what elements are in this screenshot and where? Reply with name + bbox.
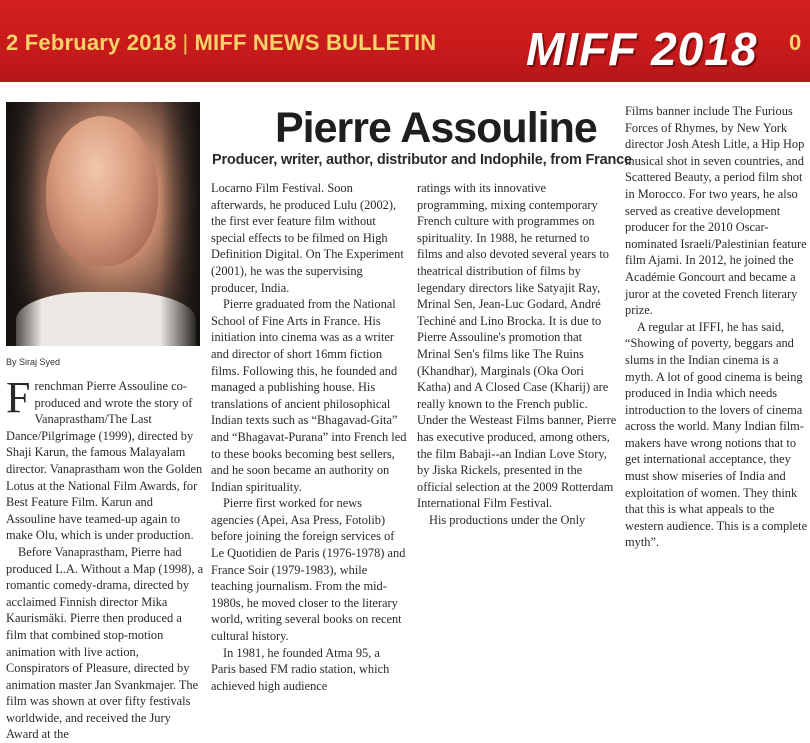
paragraph: ratings with its innovative programming, mixing contemporary French culture with programmes on spirituality. In 1988, he returned to films and also devoted several years to theatrical distribution of films by legendary directors like Satyajit Ray, Mrinal Sen, Jean-Luc Godard, André Techiné and Lino Brocka. It is due to Pierre Assouline's promotion that Mrinal Sen's films like The Ruins (Khandhar), Marginals (Oka Oori Katha) and A Closed Case (Kharij) are really known to the French public. Under the Westeast Films banner, Pierre has executive produced, among others, the film Babaji--an Indian Love Story, by Jiska Rickels, presented in the official selection at the 2009 Rotterdam International Film Festival. [417, 181, 617, 511]
paragraph: Before Vanaprastham, Pierre had produced L.A. Without a Map (1998), a romantic comedy-drama, directed by acclaimed Finnish director Mika Kaurismäki. Pierre then produced a film that combined stop-motion animation with live action, Conspirators of Pleasure, directed by animation master Jan Svankmajer. The film was shown at over fifty festivals worldwide, and received the Jury Award at the [6, 544, 204, 742]
paragraph: In 1981, he founded Atma 95, a Paris based FM radio station, which achieved high audience [211, 645, 390, 693]
paragraph: A regular at IFFI, he has said, “Showing of poverty, beggars and slums in the Indian cinema is a myth. A lot of good cinema is being produced in India which needs introduction to the lovers of cinema across the world. Many Indian film-makers have wrong notions that to get international acceptance, they must show miseries of India and exploitation of women. They think that this is what appeals to the western audience. This is a complete myth”. [625, 319, 808, 550]
paragraph [6, 373, 204, 544]
miff-logo: MIFF 2018 [526, 23, 758, 75]
paragraph: Locarno Film Festival. Soon afterwards, he produced Lulu (2002), the first ever feature film without special effects to be filmed on High Definition Digital. On The Experiment (2001), he was the supervising producer, India. [211, 181, 404, 295]
article-subtitle: Producer, writer, author, distributor and Indophile, from France [212, 152, 632, 168]
header-banner [0, 0, 810, 82]
portrait-shadow-right [160, 102, 200, 346]
drop-cap: F [6, 373, 31, 422]
paragraph-text: renchman Pierre Assouline co-produced and wrote the story of Vanaprastham/The Last Dance/Pilgrimage (1999), directed by Shaji Karun, the famous Malayalam director. Vanaprastham won the Golden Lotus at the National Film Awards, for Best Feature Film. Karun and Assouline have teamed-up again to make Olu, which is under production. [6, 379, 203, 543]
bulletin-name: MIFF NEWS BULLETIN [194, 30, 437, 55]
portrait-head [46, 116, 158, 266]
paragraph: His productions under the Only [429, 512, 586, 527]
issue-date: 2 February 2018 [6, 30, 177, 55]
header-date-line: 2 February 2018 | MIFF NEWS BULLETIN [6, 30, 437, 55]
article-column-3 [417, 180, 617, 528]
portrait-photo [6, 102, 200, 346]
portrait-shadow-left [6, 102, 42, 346]
article-column-4 [625, 103, 810, 551]
article-column-1 [6, 373, 204, 743]
paragraph: Films banner include The Furious Forces of Rhymes, by New York director Josh Atesh Litle, a Hip Hop musical shot in seven countries, and Scattered Beauty, a period film shot in Morocco. For two years, he also served as creative development producer for the 2010 Oscar-nominated Israeli/Palestinian feature film Ajami. In 2012, he joined the Académie Goncourt and became a juror at the coveted French literary prize. [625, 104, 807, 318]
article-title: Pierre Assouline [275, 104, 597, 152]
byline: By Siraj Syed [6, 357, 61, 367]
paragraph: Pierre graduated from the National School of Fine Arts in France. His initiation into cinema was as a writer and director of short 16mm fiction films. Following this, he founded and managed a publishing house. His translations of ancient philosophical Indian texts such as “Bhagavad-Gita” and “Bhagavat-Purana” into French led to these books becoming best sellers, and he soon became an authority on Indian spirituality. [211, 297, 407, 494]
page-number: 0 [789, 30, 802, 55]
article-column-2 [211, 180, 407, 694]
paragraph: Pierre first worked for news agencies (Apei, Asa Press, Fotolib) before joining the foreign services of Le Quotidien de Paris (1976-1978) and France Soir (1979-1983), while teaching journalism. From the mid-1980s, he moved closer to the literary world, writing several books on recent cultural history. [211, 496, 406, 644]
